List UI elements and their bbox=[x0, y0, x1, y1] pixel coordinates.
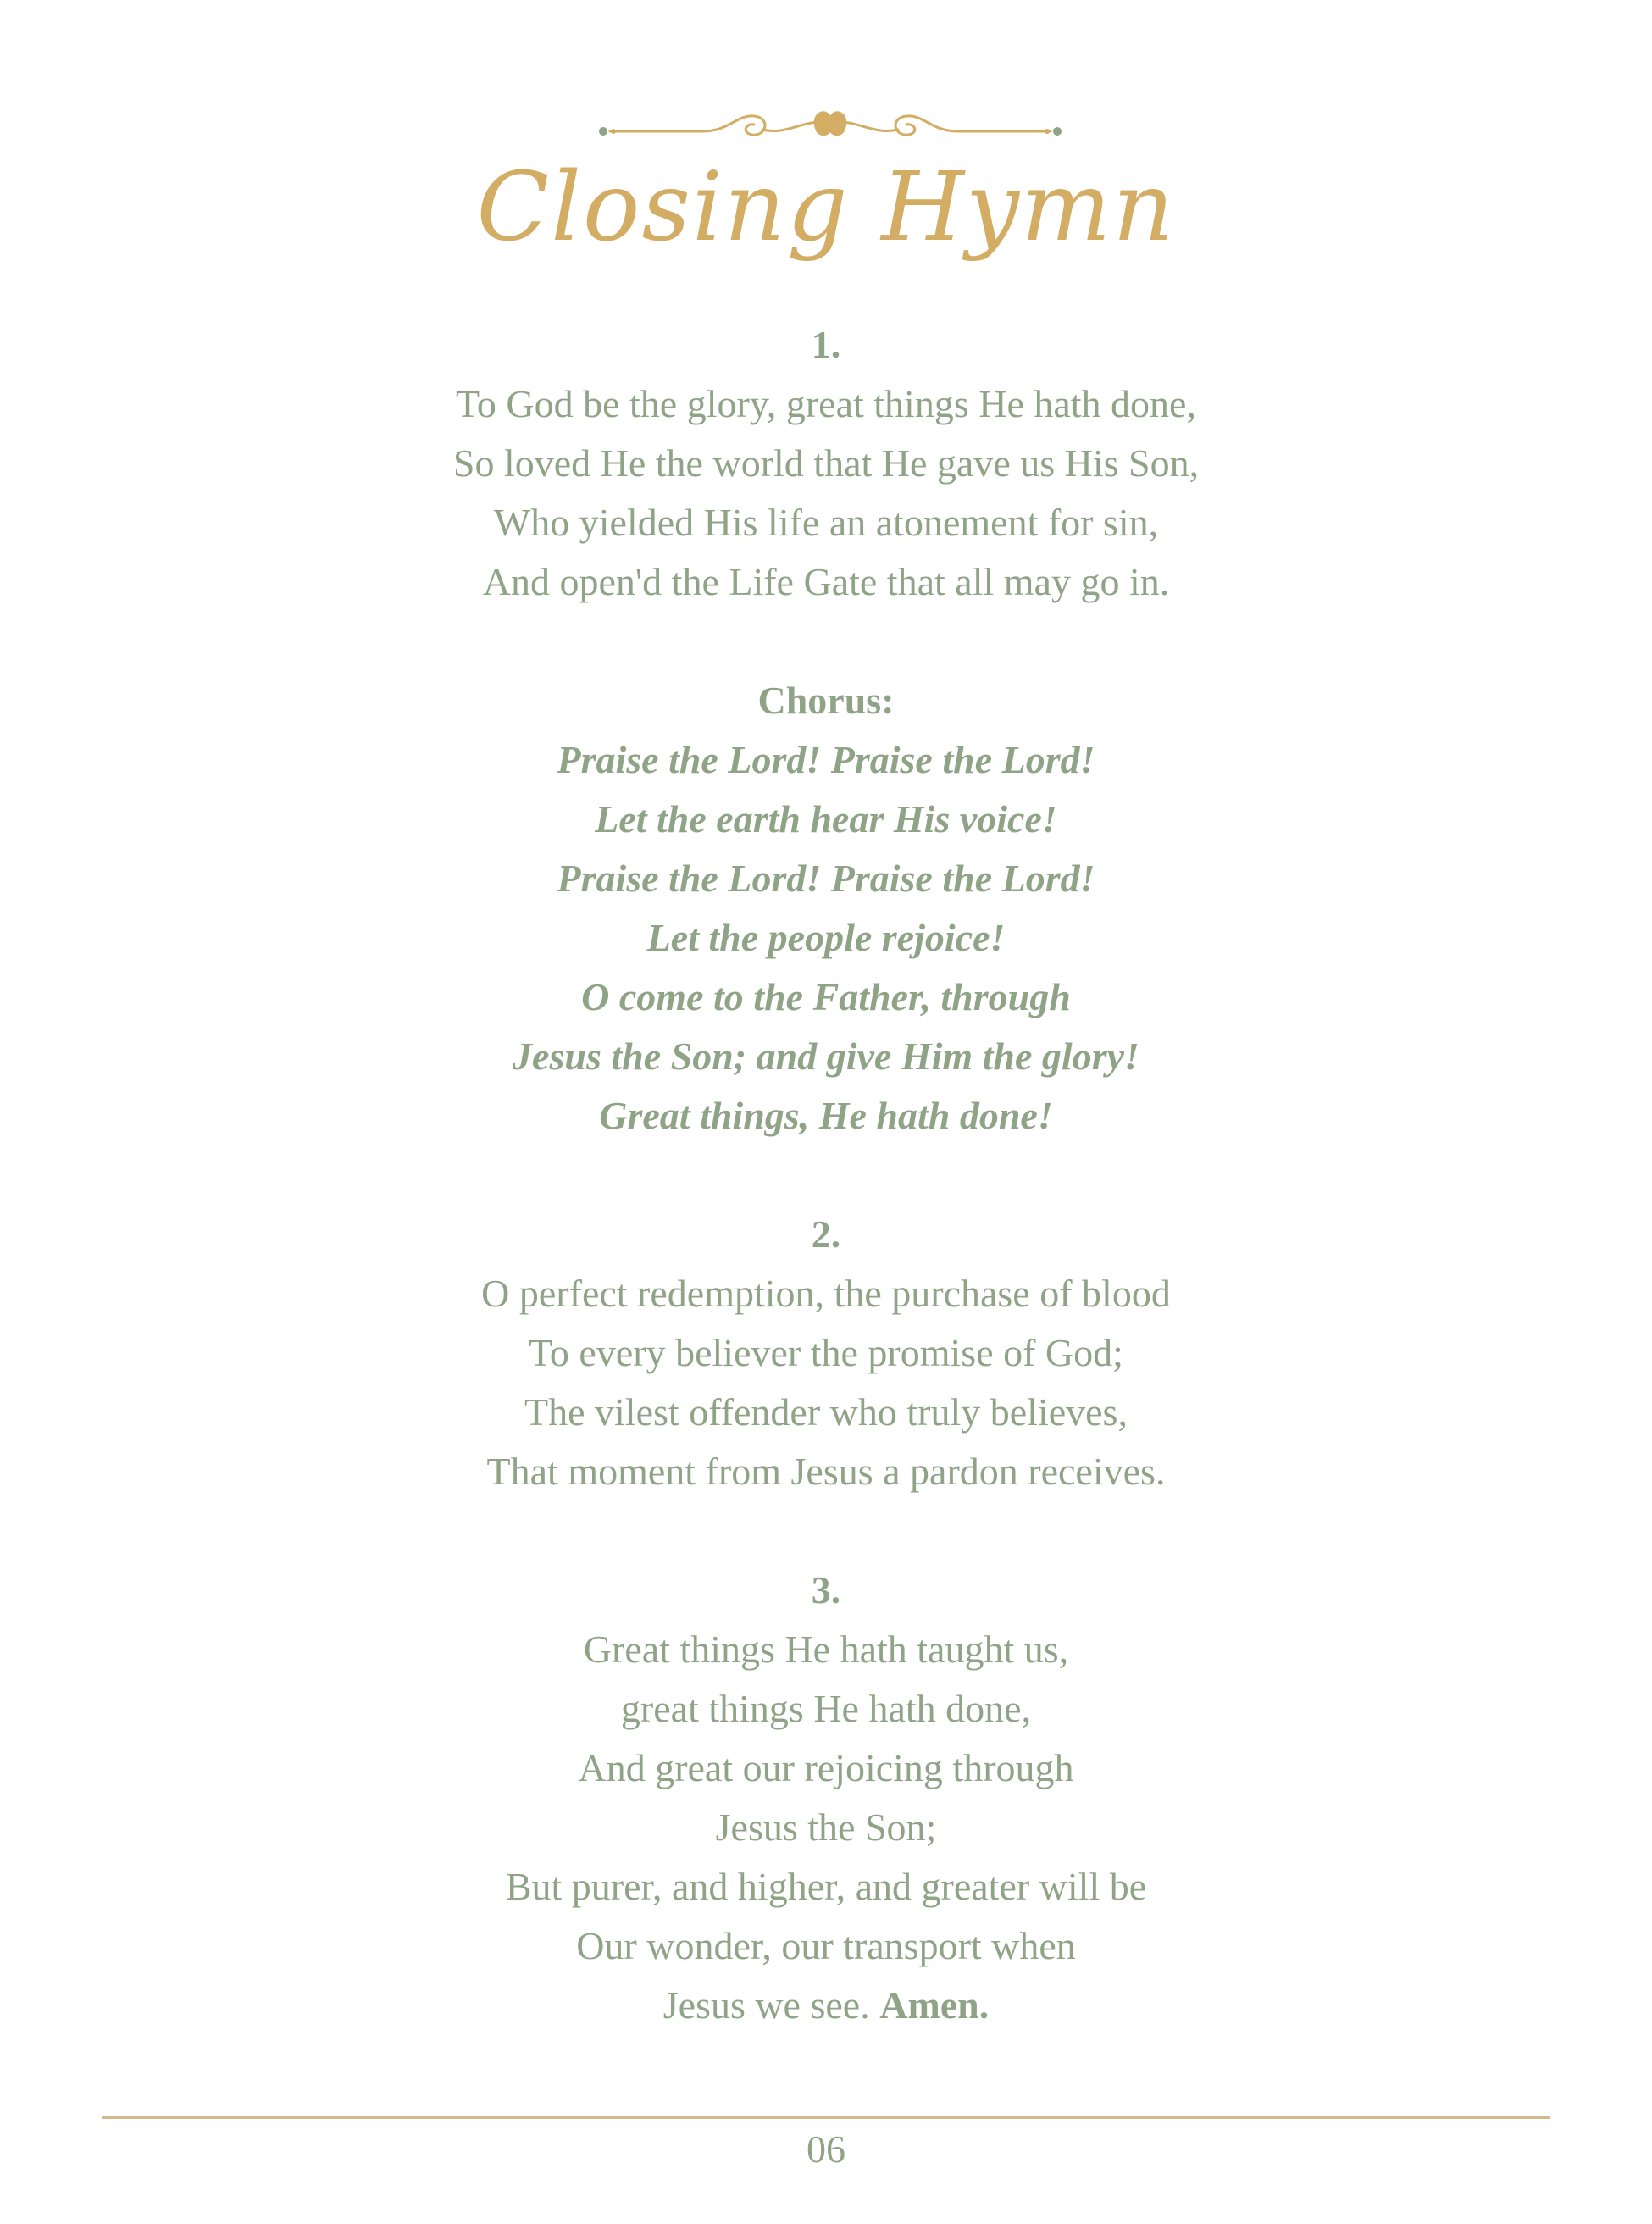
verse-3-line: And great our rejoicing through bbox=[578, 1746, 1074, 1789]
chorus-label: Chorus: bbox=[757, 679, 895, 722]
verse-3-line: great things He hath done, bbox=[620, 1687, 1032, 1730]
verse-2-line: To every believer the promise of God; bbox=[529, 1331, 1123, 1374]
chorus-line: Praise the Lord! Praise the Lord! bbox=[557, 857, 1095, 900]
verse-2-line: That moment from Jesus a pardon receives. bbox=[486, 1450, 1166, 1493]
hymn-content bbox=[0, 315, 1652, 2035]
chorus-line: Let the people rejoice! bbox=[646, 916, 1006, 959]
verse-3-line: Jesus the Son; bbox=[715, 1805, 937, 1849]
amen-text: Amen. bbox=[879, 1983, 990, 2027]
chorus-line: Great things, He hath done! bbox=[599, 1094, 1053, 1137]
verse-1-line: So loved He the world that He gave us His Son, bbox=[452, 441, 1200, 485]
verse-1-line: To God be the glory, great things He hath done, bbox=[456, 382, 1196, 425]
verse-1-line: Who yielded His life an atonement for sin, bbox=[493, 501, 1159, 544]
chorus-line: O come to the Father, through bbox=[581, 975, 1071, 1018]
verse-2-number: 2. bbox=[811, 1212, 841, 1256]
verse-2-line: O perfect redemption, the purchase of blood bbox=[481, 1272, 1171, 1315]
verse-2-line: The vilest offender who truly believes, bbox=[524, 1390, 1128, 1434]
page-number: 06 bbox=[807, 2127, 845, 2171]
page-title: Closing Hymn bbox=[476, 153, 1176, 263]
verse-3-line: Our wonder, our transport when bbox=[576, 1924, 1076, 1967]
verse-3-final-line bbox=[0, 1976, 1652, 2035]
verse-3-line: Great things He hath taught us, bbox=[583, 1628, 1069, 1671]
chorus-line: Jesus the Son; and give Him the glory! bbox=[513, 1034, 1139, 1078]
chorus-line: Praise the Lord! Praise the Lord! bbox=[557, 738, 1095, 781]
verse-3-number: 3. bbox=[811, 1568, 841, 1611]
verse-3-line: But purer, and higher, and greater will be bbox=[505, 1865, 1147, 1908]
chorus-line: Let the earth hear His voice! bbox=[595, 797, 1057, 840]
verse-1-number: 1. bbox=[811, 323, 841, 366]
scroll-flourish-icon bbox=[593, 97, 1067, 157]
footer-divider bbox=[102, 2116, 1550, 2119]
verse-3-line: Jesus we see. bbox=[662, 1983, 870, 2027]
verse-1-line: And open'd the Life Gate that all may go in. bbox=[482, 560, 1170, 603]
